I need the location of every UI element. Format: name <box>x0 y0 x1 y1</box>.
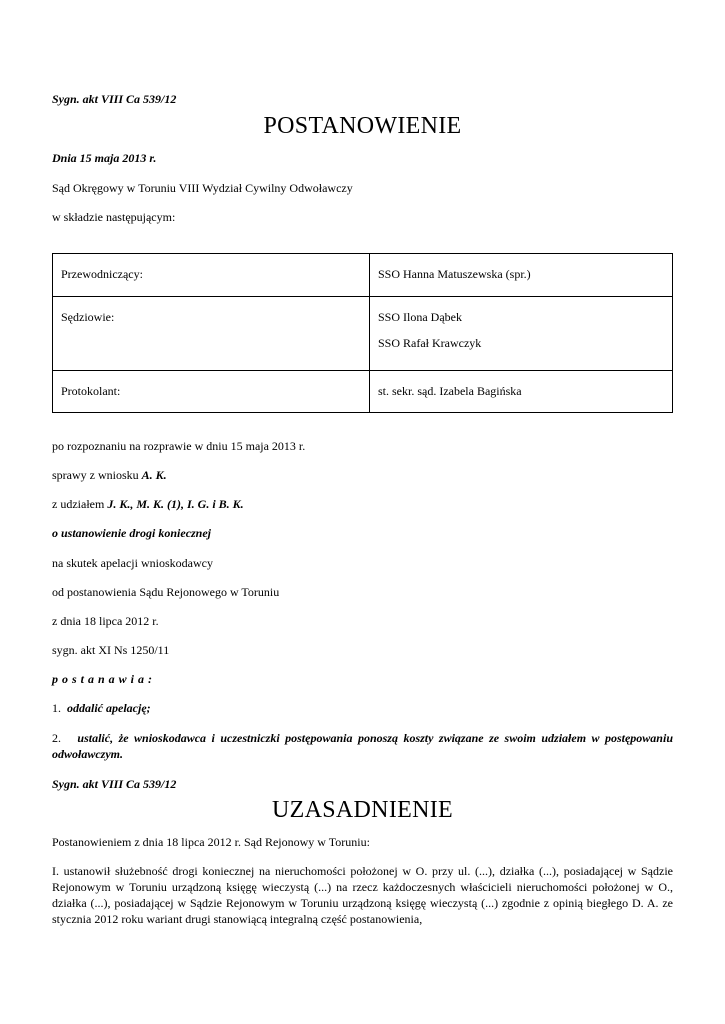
subject-line: o ustanowienie drogi koniecznej <box>52 526 212 540</box>
applicant-name: A. K. <box>141 468 167 482</box>
role-clerk: Protokolant: <box>53 371 370 413</box>
table-row <box>53 254 673 297</box>
role-judges: Sędziowie: <box>53 297 370 371</box>
reasons-case-signature: Sygn. akt VIII Ca 539/12 <box>52 777 177 791</box>
role-presiding: Przewodniczący: <box>53 254 370 297</box>
table-row <box>53 371 673 413</box>
applicant-line: sprawy z wniosku A. K. <box>52 468 167 482</box>
participants-line: z udziałem J. K., M. K. (1), I. G. i B. K. <box>52 497 244 511</box>
decides-heading: p o s t a n a w i a : <box>52 672 153 686</box>
names-judges <box>370 297 673 371</box>
document-title: POSTANOWIENIE <box>263 113 462 139</box>
court-panel-table <box>52 253 673 413</box>
table-row <box>53 297 673 371</box>
lower-court-sign: sygn. akt XI Ns 1250/11 <box>52 643 170 657</box>
composition-intro: w składzie następującym: <box>52 210 176 224</box>
ruling-point-1: 1. oddalić apelację; <box>52 701 151 715</box>
appeal-line: na skutek apelacji wnioskodawcy <box>52 556 213 570</box>
lower-court-line: od postanowienia Sądu Rejonowego w Toruniu <box>52 585 280 599</box>
participants-names: J. K., M. K. (1), I. G. i B. K. <box>107 497 244 511</box>
case-signature: Sygn. akt VIII Ca 539/12 <box>52 92 177 106</box>
reasons-intro: Postanowieniem z dnia 18 lipca 2012 r. Sąd Rejonowy w Toruniu: <box>52 835 370 849</box>
ruling-point-2: 2. ustalić, że wnioskodawca i uczestniczki postępowania ponoszą koszty związane ze swoim udziałem w postępowaniu odwoławczym. <box>52 731 673 761</box>
name-presiding: SSO Hanna Matuszewska (spr.) <box>370 254 673 297</box>
judge-name: SSO Ilona Dąbek <box>378 310 462 324</box>
decision-date: Dnia 15 maja 2013 r. <box>52 151 157 165</box>
lower-court-date: z dnia 18 lipca 2012 r. <box>52 614 159 628</box>
judge-name: SSO Rafał Krawczyk <box>378 336 482 350</box>
court-name: Sąd Okręgowy w Toruniu VIII Wydział Cywilny Odwoławczy <box>52 181 353 195</box>
hearing-line: po rozpoznaniu na rozprawie w dniu 15 maja 2013 r. <box>52 439 306 453</box>
name-clerk: st. sekr. sąd. Izabela Bagińska <box>370 371 673 413</box>
reasons-title: UZASADNIENIE <box>272 797 453 823</box>
reasons-item-1: I. ustanowił służebność drogi koniecznej na nieruchomości położonej w O. przy ul. (...), działka (...), posiadającej w Sądzie Rejonowym w Toruniu urządzoną księgę wieczystą (...) na rzecz każdoczesnych właścicieli nieruchomości położonej w O., działka (...), posiadającej w Sądzie Rejonowym w Toruniu urządzoną księgę wieczystą (...) zgodnie z opinią biegłego D. A. ze stycznia 2012 roku wariant drugi stanowiącą integralną część postanowienia, <box>52 864 673 926</box>
